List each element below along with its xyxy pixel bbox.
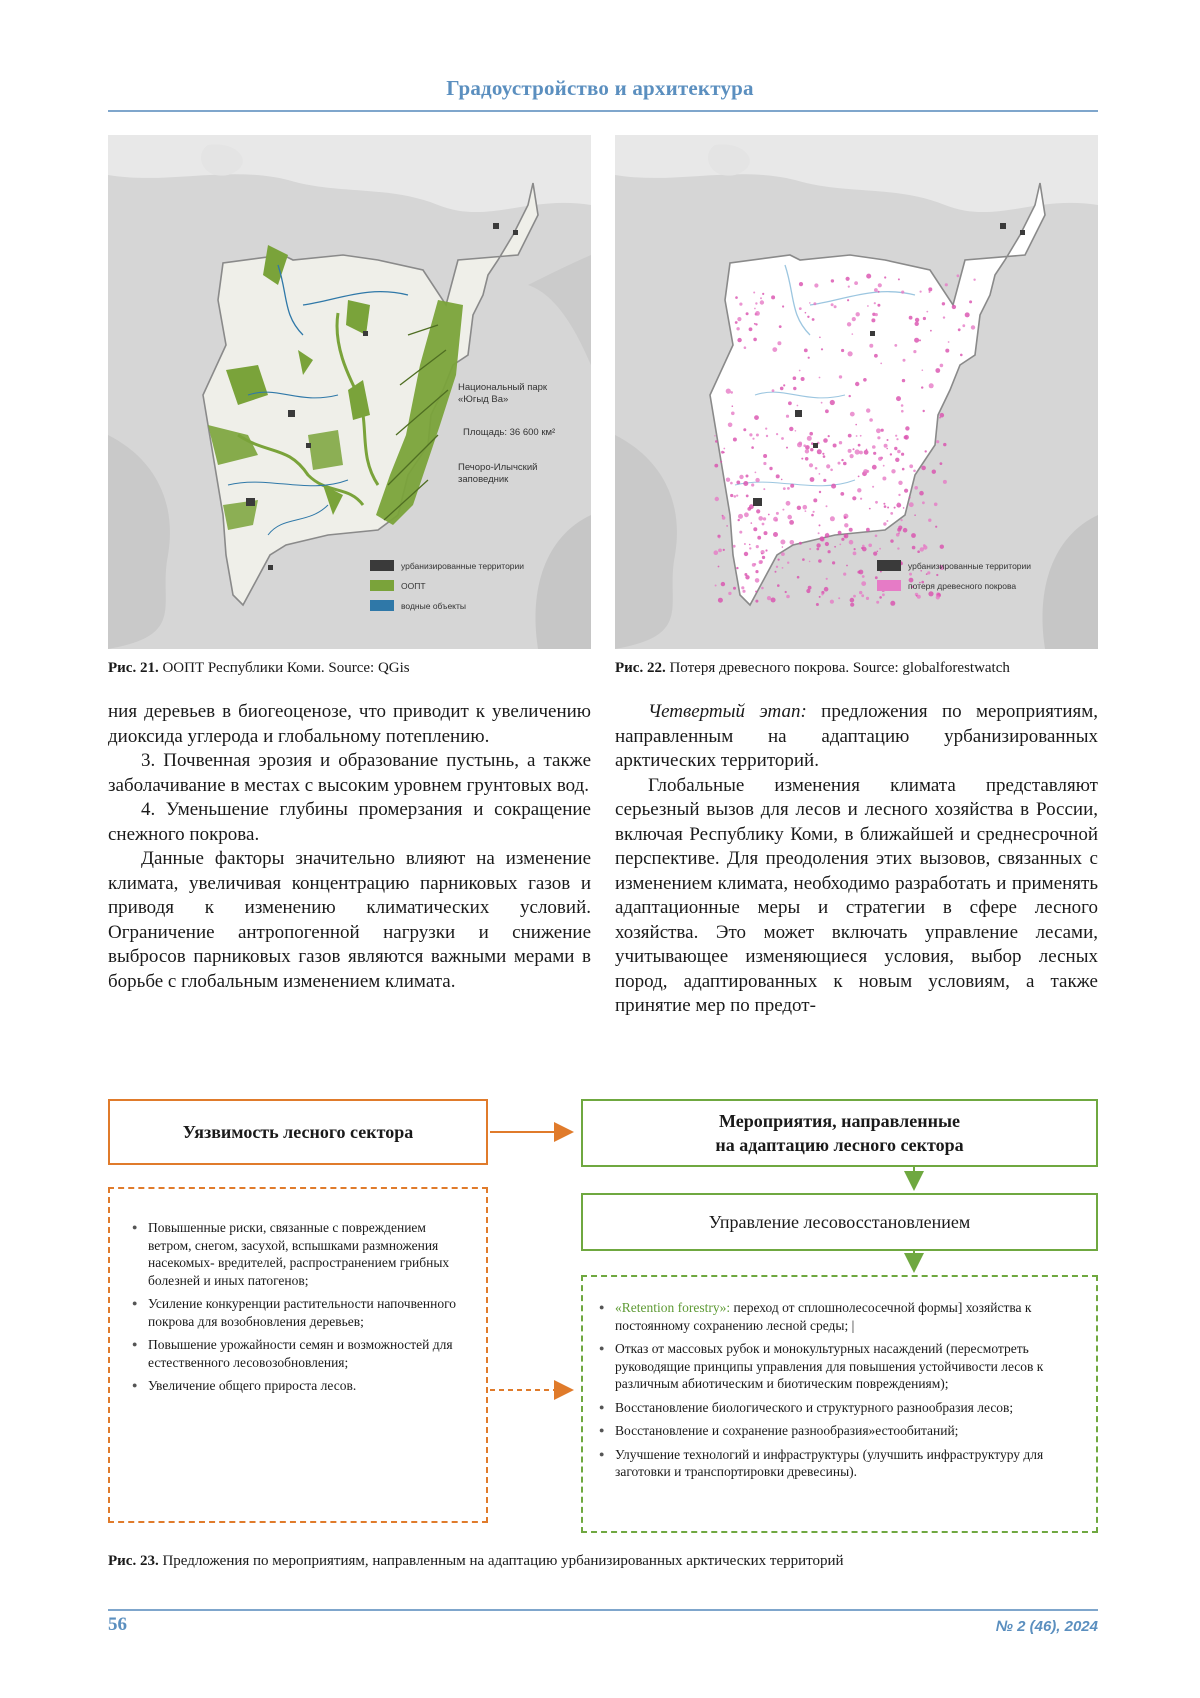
figure-21-caption-text: ООПТ Республики Коми. Source: QGis bbox=[162, 660, 410, 676]
left-paragraph-3: 4. Уменьшение глубины промерзания и сокращение снежного покрова. bbox=[108, 799, 591, 845]
legend-swatch-oopt bbox=[370, 580, 394, 591]
measure-item: ● Восстановление биологического и структурного разнообразия лесов; bbox=[597, 1399, 1082, 1417]
vulnerability-item: ● Увеличение общего прироста лесов. bbox=[130, 1377, 466, 1395]
legend-label-water: водные объекты bbox=[401, 601, 466, 611]
measures-list-rest bbox=[597, 1340, 1082, 1481]
legend-swatch-loss bbox=[877, 580, 901, 591]
adaptation-diagram bbox=[108, 1085, 1098, 1545]
park-name-line1: Национальный парк bbox=[458, 382, 548, 393]
park-name-line2: «Югыд Ва» bbox=[458, 394, 509, 405]
left-paragraph-1: ния деревьев в биогеоценозе, что приводит к увеличению диоксида углерода и глобальному потеплению. bbox=[108, 701, 591, 747]
vulnerability-list bbox=[130, 1219, 466, 1395]
legend-label-oopt: ООПТ bbox=[401, 581, 426, 591]
measures-title-line1: Мероприятия, направленные bbox=[718, 1111, 961, 1131]
map-oopt-komi bbox=[108, 135, 591, 649]
reserve-name-line2: заповедник bbox=[458, 474, 509, 485]
measures-list bbox=[597, 1299, 1082, 1334]
figure-21-caption bbox=[108, 660, 410, 677]
measures-title-line2: на адаптацию лесного сектора bbox=[715, 1135, 964, 1155]
legend-label-urban: урбанизированные территории bbox=[401, 561, 525, 571]
vulnerability-item: ● Усиление конкуренции растительности напочвенного покрова для возобновления деревьев; bbox=[130, 1295, 466, 1330]
retention-term: «Retention forestry»: bbox=[615, 1300, 731, 1315]
figure-23-caption bbox=[108, 1553, 844, 1570]
body-right-column bbox=[615, 700, 1098, 1019]
vulnerability-title: Уязвимость лесного сектора bbox=[182, 1122, 414, 1142]
vulnerability-box bbox=[108, 1099, 488, 1165]
management-title: Управление лесовосстановлением bbox=[708, 1212, 971, 1232]
figure-22-caption-text: Потеря древесного покрова. Source: globalforestwatch bbox=[669, 660, 1010, 676]
vulnerability-item: ● Повышенные риски, связанные с повреждением ветром, снегом, засухой, вспышками размножения насекомых- вредителей, распространением грибных болезней и иных патогенов; bbox=[130, 1219, 466, 1289]
measures-box bbox=[581, 1099, 1098, 1167]
measure-item-retention bbox=[597, 1299, 1082, 1334]
legend-label-loss: потеря древесного покрова bbox=[908, 581, 1017, 591]
stage-text: предложения по мероприятиям, направленным на адаптацию урбанизированных арктических территорий. bbox=[615, 701, 1098, 771]
right-paragraph-2: Глобальные изменения климата представляют серьезный вызов для лесов и лесного хозяйства в России, включая Республику Коми, в ближайшей и среднесрочной перспективе. Для преодоления этих вызовов, связанных с изменением климата, необходимо разработать и применять адаптационные меры и стратегии в сфере лесного хозяйства. Это может включать управление лесами, учитывающее изменяющиеся условия, выбор лесных пород, адаптированных к новым условиям, а также принятие мер по предот- bbox=[615, 774, 1098, 1016]
running-head: Градоустройство и архитектура bbox=[446, 76, 754, 100]
park-area: Площадь: 36 600 км² bbox=[463, 427, 556, 438]
figure-22-caption bbox=[615, 660, 1010, 677]
header-rule bbox=[108, 110, 1098, 112]
measures-list-box bbox=[581, 1275, 1098, 1533]
figure-22-label: Рис. 22. bbox=[615, 660, 666, 676]
footer-rule bbox=[108, 1609, 1098, 1611]
map-tree-cover-loss bbox=[615, 135, 1098, 649]
legend-swatch-urban-2 bbox=[877, 560, 901, 571]
measure-item: ● Отказ от массовых рубок и монокультурных насаждений (пересмотреть руководящие принципы управления для повышения устойчивости лесов к различным абиотическим и биотическим повреждениям); bbox=[597, 1340, 1082, 1393]
legend-swatch-urban bbox=[370, 560, 394, 571]
measure-item: ● Восстановление и сохранение разнообразия»естообитаний; bbox=[597, 1422, 1082, 1440]
figure-23-caption-text: Предложения по мероприятиям, направленным на адаптацию урбанизированных арктических территорий bbox=[162, 1553, 844, 1569]
legend-label-urban-2: урбанизированные территории bbox=[908, 561, 1032, 571]
reserve-name-line1: Печоро-Илычский bbox=[458, 462, 538, 473]
vulnerability-list-box bbox=[108, 1187, 488, 1523]
measure-item: ● Улучшение технологий и инфраструктуры (улучшить инфраструктуру для заготовки и транспортировки древесины). bbox=[597, 1446, 1082, 1481]
left-paragraph-4: Данные факторы значительно влияют на изменение климата, увеличивая концентрацию парниковых газов и приводя к изменению климатических условий. Ограничение антропогенной нагрузки и снижение выбросов парниковых газов являются важными мерами в борьбе с глобальным изменением климата. bbox=[108, 848, 591, 992]
stage-label: Четвертый этап: bbox=[648, 701, 807, 722]
body-left-column bbox=[108, 700, 591, 994]
legend-swatch-water bbox=[370, 600, 394, 611]
issue-info: № 2 (46), 2024 bbox=[995, 1618, 1098, 1635]
vulnerability-item: ● Повышение урожайности семян и возможностей для естественного лесовозобновления; bbox=[130, 1336, 466, 1371]
retention-text: переход от сплошнолесосечной формы] хозяйства к постоянному сохранению лесной среды; | bbox=[615, 1300, 1032, 1333]
management-box bbox=[581, 1193, 1098, 1251]
left-paragraph-2: 3. Почвенная эрозия и образование пустынь, а также заболачивание в местах с высоким уровнем грунтовых вод. bbox=[108, 750, 591, 796]
right-paragraph-1 bbox=[615, 700, 1098, 774]
figure-21-label: Рис. 21. bbox=[108, 660, 159, 676]
figure-23-label: Рис. 23. bbox=[108, 1553, 159, 1569]
page-number: 56 bbox=[108, 1614, 127, 1635]
